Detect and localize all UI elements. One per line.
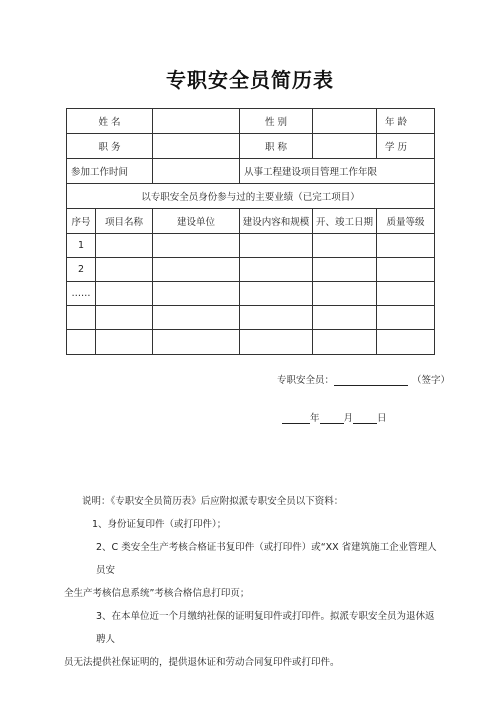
- table-row: [67, 306, 435, 330]
- notes-item-3-line-1: 3、在本单位近一个月缴纳社保的证明复印件或打印件。拟派专职安全员为退休返聘人: [96, 611, 435, 645]
- client-cell[interactable]: [153, 234, 240, 258]
- quality-cell[interactable]: [377, 234, 435, 258]
- table-row: [67, 258, 435, 282]
- signature-line: [277, 372, 450, 386]
- scope-cell[interactable]: [240, 282, 313, 306]
- quality-cell[interactable]: [377, 282, 435, 306]
- scope-cell[interactable]: [240, 306, 313, 330]
- notes-item-1: 1、身份证复印件（或打印件）；: [92, 519, 227, 530]
- name-field[interactable]: [153, 109, 240, 134]
- col-header-client: 建设单位: [153, 209, 240, 234]
- notes-item-2-line-2: 全生产考核信息系统”考核合格信息打印页；: [64, 588, 250, 599]
- quality-cell[interactable]: [377, 330, 435, 355]
- day-label: 日: [377, 413, 387, 424]
- page-title: 专职安全员简历表: [166, 68, 334, 92]
- form-row-performance-header: [67, 184, 435, 209]
- day-field[interactable]: [353, 411, 377, 424]
- row-index: ……: [67, 282, 96, 306]
- position-field[interactable]: [153, 134, 240, 159]
- col-header-index: 序号: [67, 209, 96, 234]
- notes-item-3-line-2: 员无法提供社保证明的，提供退休证和劳动合同复印件或打印件。: [64, 657, 340, 668]
- col-header-dates: 开、竣工日期: [313, 209, 377, 234]
- form-row-work: [67, 159, 435, 184]
- client-cell[interactable]: [153, 258, 240, 282]
- month-field[interactable]: [320, 411, 344, 424]
- age-field[interactable]: [377, 109, 435, 134]
- client-cell[interactable]: [153, 306, 240, 330]
- notes-item-2-line-1: 2、C 类安全生产考核合格证书复印件（或打印件）或“XX 省建筑施工企业管理人员安: [96, 542, 437, 576]
- form-row-basic: [67, 109, 435, 134]
- form-row-position: [67, 134, 435, 159]
- notes-section: [64, 490, 444, 674]
- signature-label: 专职安全员：: [277, 375, 335, 386]
- row-index: [67, 306, 96, 330]
- performance-header: 以专职安全员身份参与过的主要业绩（已完工项目）: [67, 184, 435, 209]
- dates-cell[interactable]: [313, 282, 377, 306]
- title-field[interactable]: [313, 134, 377, 159]
- table-row: [67, 234, 435, 258]
- date-line: [282, 410, 387, 424]
- row-index: [67, 330, 96, 355]
- year-label: 年: [310, 413, 320, 424]
- dates-cell[interactable]: [313, 258, 377, 282]
- dates-cell[interactable]: [313, 306, 377, 330]
- project-cell[interactable]: [96, 258, 153, 282]
- col-header-scope: 建设内容和规模: [240, 209, 313, 234]
- work-start-label: 参加工作时间: [67, 159, 153, 184]
- row-index: 2: [67, 258, 96, 282]
- signature-suffix: （签字）: [412, 375, 451, 386]
- work-start-field[interactable]: [153, 159, 240, 184]
- table-row: [67, 330, 435, 355]
- years-label: 从事工程建设项目管理工作年限: [240, 159, 435, 184]
- signature-field[interactable]: [334, 373, 408, 386]
- age-label: 年 龄: [385, 117, 408, 128]
- scope-cell[interactable]: [240, 234, 313, 258]
- dates-cell[interactable]: [313, 330, 377, 355]
- scope-cell[interactable]: [240, 258, 313, 282]
- month-label: 月: [343, 413, 354, 424]
- year-field[interactable]: [282, 411, 310, 424]
- education-label: 学 历: [385, 142, 408, 153]
- education-field[interactable]: [377, 134, 435, 159]
- title-label: 职 称: [240, 134, 313, 159]
- quality-cell[interactable]: [377, 258, 435, 282]
- name-label: 姓 名: [67, 109, 153, 134]
- position-label: 职 务: [67, 134, 153, 159]
- project-cell[interactable]: [96, 282, 153, 306]
- column-header-row: [67, 209, 435, 234]
- notes-intro: 说明：《专职安全员简历表》后应附拟派专职安全员以下资料：: [82, 496, 344, 507]
- col-header-quality: 质量等级: [377, 209, 435, 234]
- gender-label: 性 别: [240, 109, 313, 134]
- project-cell[interactable]: [96, 330, 153, 355]
- table-row: [67, 282, 435, 306]
- project-cell[interactable]: [96, 234, 153, 258]
- client-cell[interactable]: [153, 330, 240, 355]
- project-cell[interactable]: [96, 306, 153, 330]
- row-index: 1: [67, 234, 96, 258]
- col-header-project: 项目名称: [96, 209, 153, 234]
- gender-field[interactable]: [313, 109, 377, 134]
- quality-cell[interactable]: [377, 306, 435, 330]
- client-cell[interactable]: [153, 282, 240, 306]
- scope-cell[interactable]: [240, 330, 313, 355]
- resume-form-table: [66, 108, 435, 355]
- dates-cell[interactable]: [313, 234, 377, 258]
